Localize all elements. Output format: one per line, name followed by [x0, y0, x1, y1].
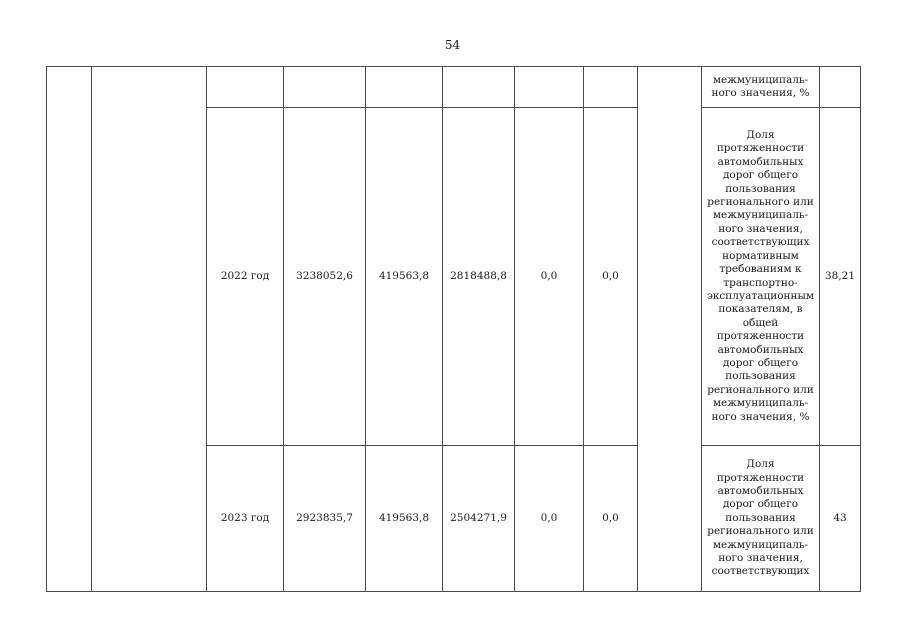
- indicator-text: Доля протяженности автомобильных дорог общего пользования регионального или межмуниципаль- ного значения, соответствующих: [707, 458, 814, 578]
- total-cell: [284, 67, 366, 108]
- regional-budget-cell: [443, 67, 515, 108]
- total-cell: 2923835,7: [284, 446, 366, 592]
- regional-budget-cell: 2504271,9: [443, 446, 515, 592]
- indicator-text: Доля протяженности автомобильных дорог общего пользования регионального или межмуниципаль- ного значения, соответствующих нормативным требованиям к транспортно- эксплуатационным показателям, в общей протяженности автомобильных дорог общего пользования регионального или межмуниципаль- ного значения, %: [706, 129, 815, 423]
- indicator-text: межмуниципаль- ного значения, %: [711, 73, 810, 99]
- federal-budget-cell: [366, 67, 443, 108]
- indicator-value-cell: 38,21: [820, 108, 861, 446]
- federal-budget-cell: 419563,8: [366, 108, 443, 446]
- year-cell: 2023 год: [207, 446, 284, 592]
- table-row: [47, 67, 861, 108]
- regional-budget-cell: 2818488,8: [443, 108, 515, 446]
- data-table: [46, 66, 861, 592]
- other-sources-cell: [584, 67, 638, 108]
- local-budget-cell: 0,0: [515, 446, 584, 592]
- local-budget-cell: [515, 67, 584, 108]
- other-sources-cell: 0,0: [584, 108, 638, 446]
- indicator-cell: [702, 67, 820, 108]
- indicator-value-cell: 43: [820, 446, 861, 592]
- local-budget-cell: 0,0: [515, 108, 584, 446]
- indicator-cell: [702, 108, 820, 446]
- year-cell: [207, 67, 284, 108]
- year-cell: 2022 год: [207, 108, 284, 446]
- empty-cell-executor: [638, 67, 702, 592]
- federal-budget-cell: 419563,8: [366, 446, 443, 592]
- indicator-value-cell: [820, 67, 861, 108]
- page-number: 54: [444, 38, 461, 52]
- empty-cell-number: [47, 67, 92, 592]
- empty-cell-name: [92, 67, 207, 592]
- other-sources-cell: 0,0: [584, 446, 638, 592]
- indicator-cell: [702, 446, 820, 592]
- total-cell: 3238052,6: [284, 108, 366, 446]
